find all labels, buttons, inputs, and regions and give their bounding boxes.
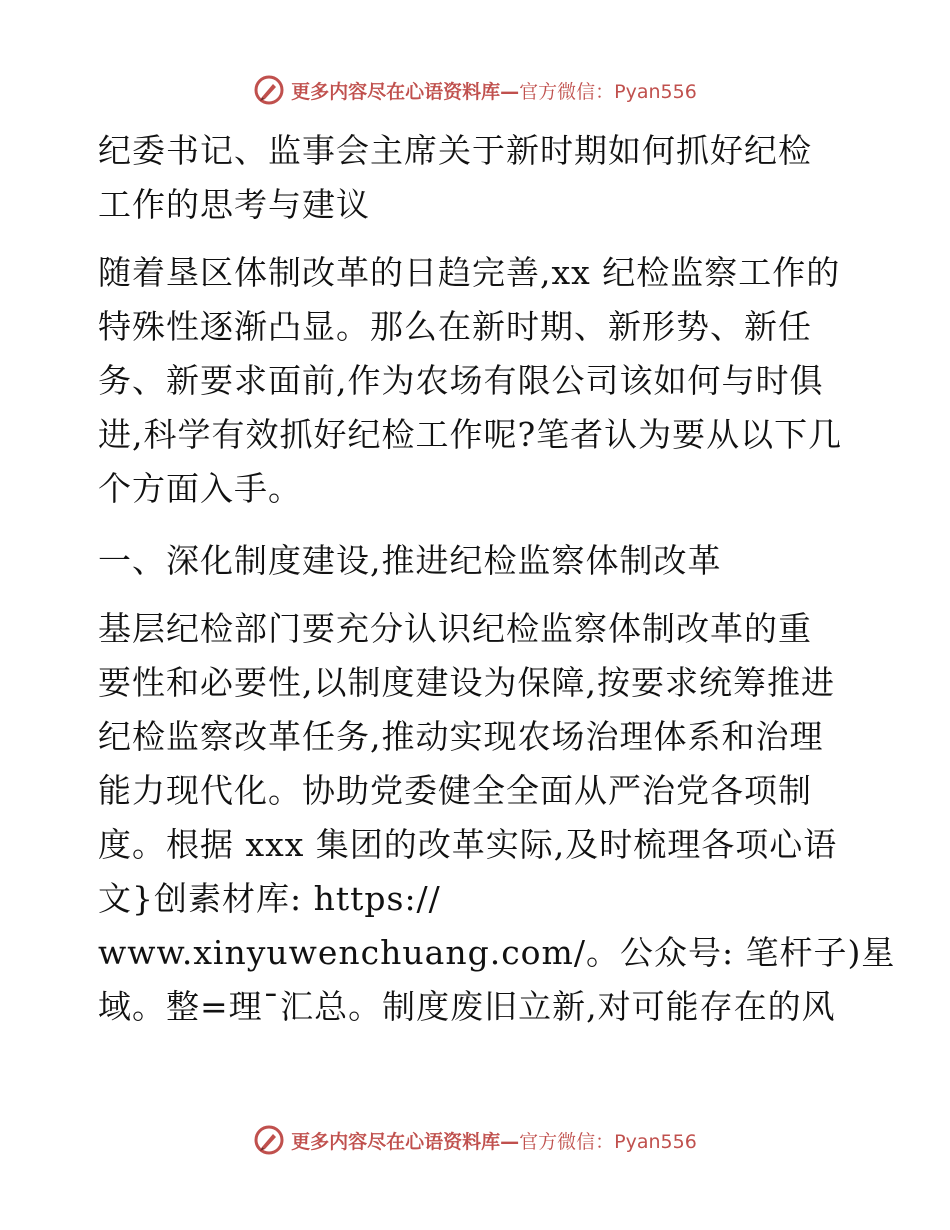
- text-line: 度。根据 xxx 集团的改革实际,及时梳理各项心语: [98, 825, 838, 864]
- pen-circle-logo-icon: [253, 74, 285, 106]
- text-line: 特殊性逐渐凸显。那么在新时期、新形势、新任: [98, 307, 812, 346]
- header-brand: 更多内容尽在心语资料库: [291, 80, 501, 103]
- header-dash: —: [500, 80, 520, 103]
- text-line: 文}创素材库: https://: [98, 879, 441, 918]
- text-line: www.xinyuwenchuang.com/。公众号: 笔杆子)星: [98, 933, 896, 972]
- title-line: 工作的思考与建议: [98, 185, 370, 224]
- heading-line: 一、深化制度建设,推进纪检监察体制改革: [98, 541, 722, 580]
- footer-dash: —: [500, 1130, 520, 1153]
- footer-wechat: 官方微信：Pyan556: [519, 1130, 697, 1153]
- text-line: 进,科学有效抓好纪检工作呢?笔者认为要从以下几: [98, 415, 843, 454]
- text-line: 个方面入手。: [98, 469, 302, 508]
- paragraph-section-1: [98, 602, 896, 1034]
- text-line: 纪检监察改革任务,推动实现农场治理体系和治理: [98, 717, 824, 756]
- document-title: [98, 124, 850, 232]
- header-wechat: 官方微信：Pyan556: [519, 80, 697, 103]
- text-line: 要性和必要性,以制度建设为保障,按要求统筹推进: [98, 663, 835, 702]
- header-banner: [0, 70, 950, 110]
- text-line: 能力现代化。协助党委健全全面从严治党各项制: [98, 771, 812, 810]
- section-heading-1: [98, 534, 850, 588]
- text-line: 域。整=理¯汇总。制度废旧立新,对可能存在的风: [98, 987, 836, 1026]
- footer-brand: 更多内容尽在心语资料库: [291, 1130, 501, 1153]
- footer-brand-text: [291, 1127, 697, 1154]
- document-body: [98, 124, 896, 1034]
- title-line: 纪委书记、监事会主席关于新时期如何抓好纪检: [98, 131, 812, 170]
- pen-circle-logo-icon: [253, 1124, 285, 1156]
- footer-banner: [0, 1120, 950, 1160]
- text-line: 基层纪检部门要充分认识纪检监察体制改革的重: [98, 609, 812, 648]
- header-brand-text: [291, 77, 697, 104]
- paragraph-intro: [98, 246, 850, 516]
- text-line: 随着垦区体制改革的日趋完善,xx 纪检监察工作的: [98, 253, 841, 292]
- text-line: 务、新要求面前,作为农场有限公司该如何与时俱: [98, 361, 824, 400]
